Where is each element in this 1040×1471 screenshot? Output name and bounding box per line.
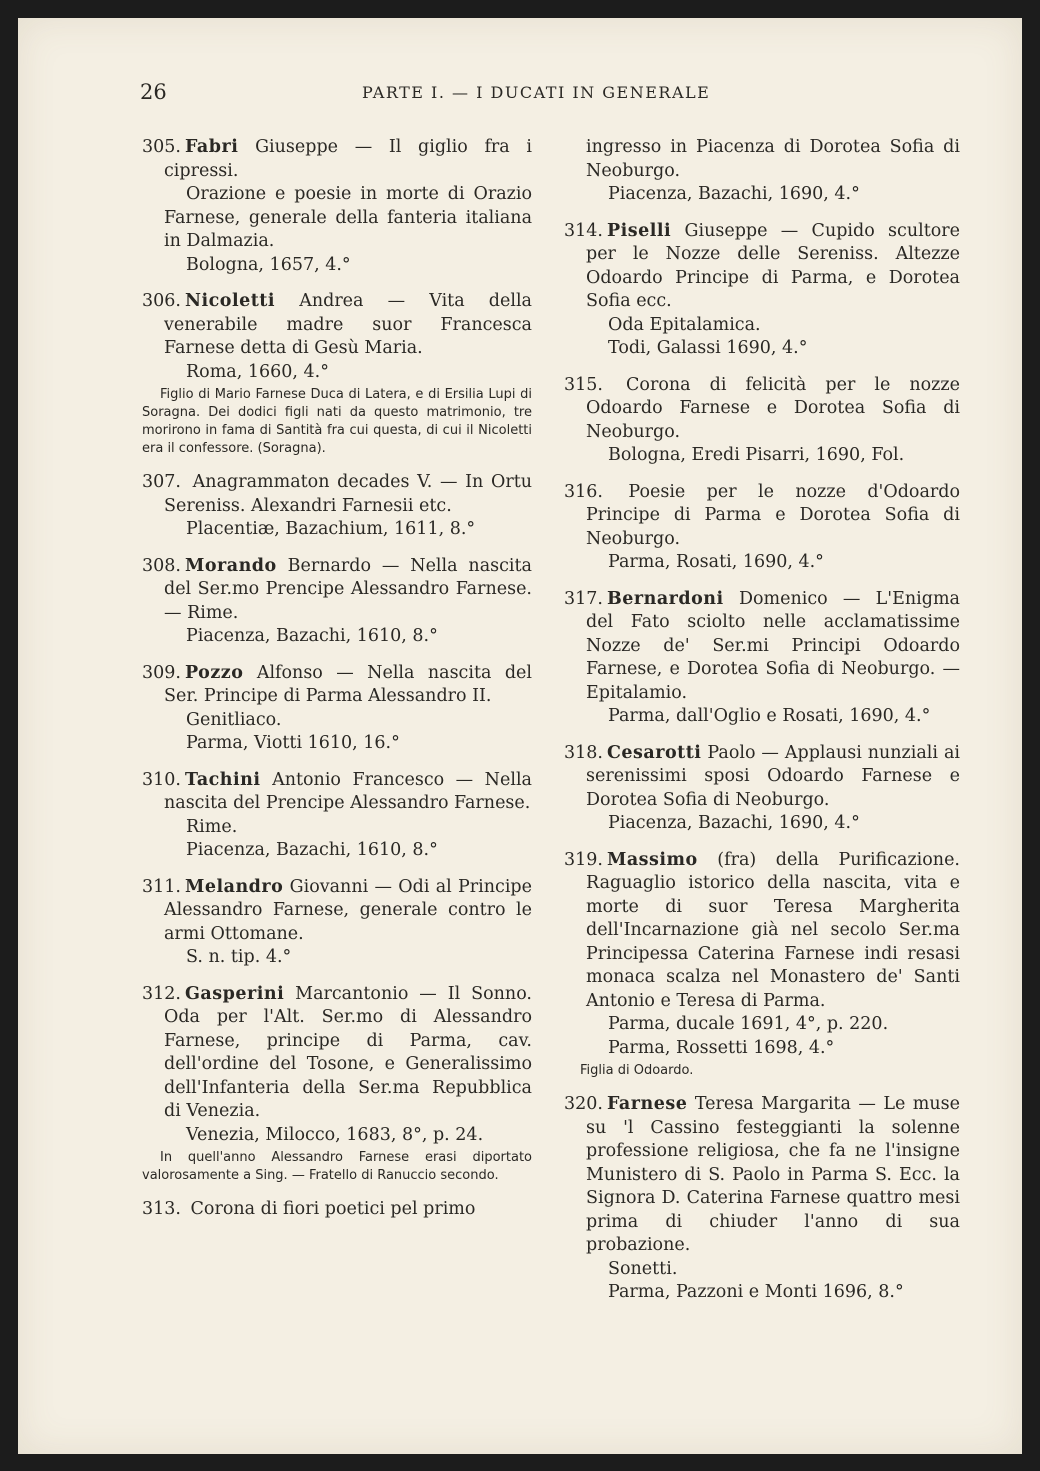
- entry-312: [142, 983, 532, 1186]
- entry-title: Corona di fiori poetici pel primo: [190, 1199, 476, 1219]
- entry-title: Corona di felicità per le nozze Odoardo Farnese e Dorotea Sofia di Neoburgo.: [586, 374, 960, 442]
- entry-311: [142, 876, 532, 970]
- entry-title: Andrea — Vita della venerabile madre suor Francesca Farnese detta di Gesù Maria.: [164, 291, 532, 358]
- entry-author: Nicoletti: [184, 291, 276, 311]
- entry-number: 310.: [142, 769, 181, 790]
- entry-imprint: Parma, Rosati, 1690, 4.°: [608, 552, 824, 572]
- entry-305: [142, 136, 532, 277]
- entry-number: 319.: [564, 849, 603, 870]
- entry-number: 311.: [142, 876, 181, 897]
- entry-author: Fabri: [184, 137, 239, 157]
- entry-320: [564, 1093, 960, 1305]
- entry-imprint: Roma, 1660, 4.°: [186, 361, 329, 382]
- entry-imprint: Parma, Viotti 1610, 16.°: [186, 733, 400, 753]
- entry-306: [142, 290, 532, 458]
- entry-author: Bernardoni: [606, 588, 724, 609]
- entry-title: Teresa Margarita — Le muse su 'l Cassino festeggianti la solenne professione religiosa, che fa ne l'insigne Munistero di S. Paolo in Parma S. Ecc. la Signora D. Caterina Farnese quattro mesi prima di chiuder l'anno di sua probazione.: [586, 1094, 960, 1255]
- entry-genre: Rime.: [186, 816, 238, 837]
- entry-genre: Sonetti.: [608, 1258, 678, 1279]
- entry-title: Domenico — L'Enigma del Fato sciolto nelle acclamatissime Nozze de' Ser.mi Principi Odoardo Farnese, e Dorotea Sofia di Neoburgo. — Epitalamio.: [586, 588, 960, 703]
- entry-imprint: Parma, dall'Oglio e Rosati, 1690, 4.°: [608, 706, 931, 726]
- entry-title: Anagrammaton decades V. — In Ortu Sereniss. Alexandri Farnesii etc.: [164, 472, 532, 516]
- entry-number: 308.: [142, 555, 181, 576]
- entry-315: [564, 374, 960, 468]
- entry-title: Paolo — Applausi nunziali ai serenissimi sposi Odoardo Farnese e Dorotea Sofia di Neoburgo.: [586, 742, 960, 810]
- entry-imprint: Parma, ducale 1691, 4°, p. 220.: [608, 1014, 889, 1034]
- page-number: 26: [140, 80, 167, 104]
- entry-imprint: Bologna, Eredi Pisarri, 1690, Fol.: [608, 445, 905, 465]
- entry-title: Alfonso — Nella nascita del Ser. Principe di Parma Alessandro II.: [164, 662, 532, 706]
- entry-316: [564, 481, 960, 575]
- entry-imprint: Venezia, Milocco, 1683, 8°, p. 24.: [186, 1124, 484, 1145]
- entry-author: Morando: [184, 555, 277, 576]
- entry-title: Poesie per le nozze d'Odoardo Principe di Parma e Dorotea Sofia di Neoburgo.: [586, 481, 960, 549]
- right-column: [564, 136, 960, 1318]
- entry-author: Gasperini: [184, 983, 285, 1004]
- entry-319: [564, 849, 960, 1081]
- entry-314: [564, 220, 960, 361]
- entry-title: Giuseppe — Il giglio fra i cipressi.: [164, 137, 532, 181]
- entry-imprint: Piacenza, Bazachi, 1610, 8.°: [186, 840, 438, 860]
- entry-imprint: Placentiæ, Bazachium, 1611, 8.°: [186, 519, 476, 539]
- entry-number: 313.: [142, 1199, 181, 1219]
- entry-author: Pozzo: [184, 662, 244, 683]
- entry-genre: Oda Epitalamica.: [608, 314, 761, 335]
- entry-title: (fra) della Purificazione. Raguaglio istorico della nascita, vita e morte di suor Teresa Margherita dell'Incarnazione già nel secolo Ser.ma Principessa Caterina Farnese indi resasi monaca scalza nel Monastero de' Santi Antonio e Teresa di Parma.: [586, 849, 960, 1011]
- entry-imprint-second: Parma, Rossetti 1698, 4.°: [608, 1037, 835, 1058]
- entry-title: Giuseppe — Cupido scultore per le Nozze delle Sereniss. Altezze Odoardo Principe di Parma, e Dorotea Sofia ecc.: [586, 220, 960, 311]
- entry-imprint: Piacenza, Bazachi, 1690, 4.°: [608, 813, 860, 833]
- entry-318: [564, 742, 960, 836]
- entry-imprint: Parma, Pazzoni e Monti 1696, 8.°: [608, 1282, 904, 1302]
- entry-313: [142, 1198, 532, 1222]
- entry-author: Farnese: [606, 1094, 688, 1114]
- entry-author: Massimo: [606, 849, 698, 870]
- entry-309: [142, 662, 532, 756]
- entry-number: 307.: [142, 472, 181, 492]
- entry-title: Bernardo — Nella nascita del Ser.mo Prencipe Alessandro Farnese. — Rime.: [164, 555, 532, 623]
- entry-title: Giovanni — Odi al Principe Alessandro Farnese, generale contro le armi Ottomane.: [164, 876, 532, 944]
- entry-author: Piselli: [606, 220, 672, 241]
- entry-number: 316.: [564, 481, 603, 502]
- entry-number: 314.: [564, 220, 603, 241]
- entry-313-continued: [564, 136, 960, 207]
- entry-imprint: Bologna, 1657, 4.°: [186, 254, 351, 275]
- entry-number: 312.: [142, 983, 181, 1004]
- entry-author: Tachini: [184, 769, 261, 790]
- entry-note: In quell'anno Alessandro Farnese erasi diportato valorosamente a Sing. — Fratello di Ranuccio secondo.: [142, 1150, 532, 1183]
- entry-title-continued: ingresso in Piacenza di Dorotea Sofia di Neoburgo.: [586, 137, 960, 181]
- entry-note: Figlio di Mario Farnese Duca di Latera, e di Ersilia Lupi di Soragna. Dei dodici figli nati da questo matrimonio, tre morirono in fama di Santità fra cui questa, di cui il Nicoletti era il confessore. (Soragna).: [142, 387, 532, 456]
- entry-number: 317.: [564, 588, 603, 609]
- entry-note: Figlia di Odoardo.: [580, 1063, 694, 1078]
- entry-number: 320.: [564, 1094, 603, 1114]
- entry-imprint: Piacenza, Bazachi, 1690, 4.°: [608, 184, 860, 204]
- entry-308: [142, 555, 532, 649]
- entry-title: Antonio Francesco — Nella nascita del Prencipe Alessandro Farnese.: [164, 769, 532, 813]
- entry-subtitle: Orazione e poesie in morte di Orazio Farnese, generale della fanteria italiana in Dalmazia.: [164, 184, 532, 251]
- entry-title: Marcantonio — Il Sonno. Oda per l'Alt. Ser.mo di Alessandro Farnese, principe di Parma, cav. dell'ordine del Tosone, e Generalissimo dell'Infanteria della Ser.ma Repubblica di Venezia.: [164, 983, 532, 1121]
- entry-author: Melandro: [184, 876, 284, 897]
- entry-author: Cesarotti: [606, 742, 702, 763]
- entry-number: 315.: [564, 374, 603, 395]
- entry-imprint: S. n. tip. 4.°: [186, 947, 292, 967]
- left-column: [142, 136, 532, 1235]
- entry-number: 318.: [564, 742, 603, 763]
- page-header: [18, 80, 1022, 110]
- entry-imprint: Todi, Galassi 1690, 4.°: [608, 338, 808, 358]
- entry-number: 306.: [142, 291, 181, 311]
- running-head: PARTE I. — I DUCATI IN GENERALE: [362, 83, 711, 102]
- entry-310: [142, 769, 532, 863]
- entry-imprint: Piacenza, Bazachi, 1610, 8.°: [186, 626, 438, 646]
- entry-317: [564, 588, 960, 729]
- entry-number: 309.: [142, 662, 181, 683]
- entry-number: 305.: [142, 137, 181, 157]
- entry-genre: Genitliaco.: [186, 709, 282, 730]
- book-page: [18, 18, 1022, 1454]
- entry-307: [142, 471, 532, 542]
